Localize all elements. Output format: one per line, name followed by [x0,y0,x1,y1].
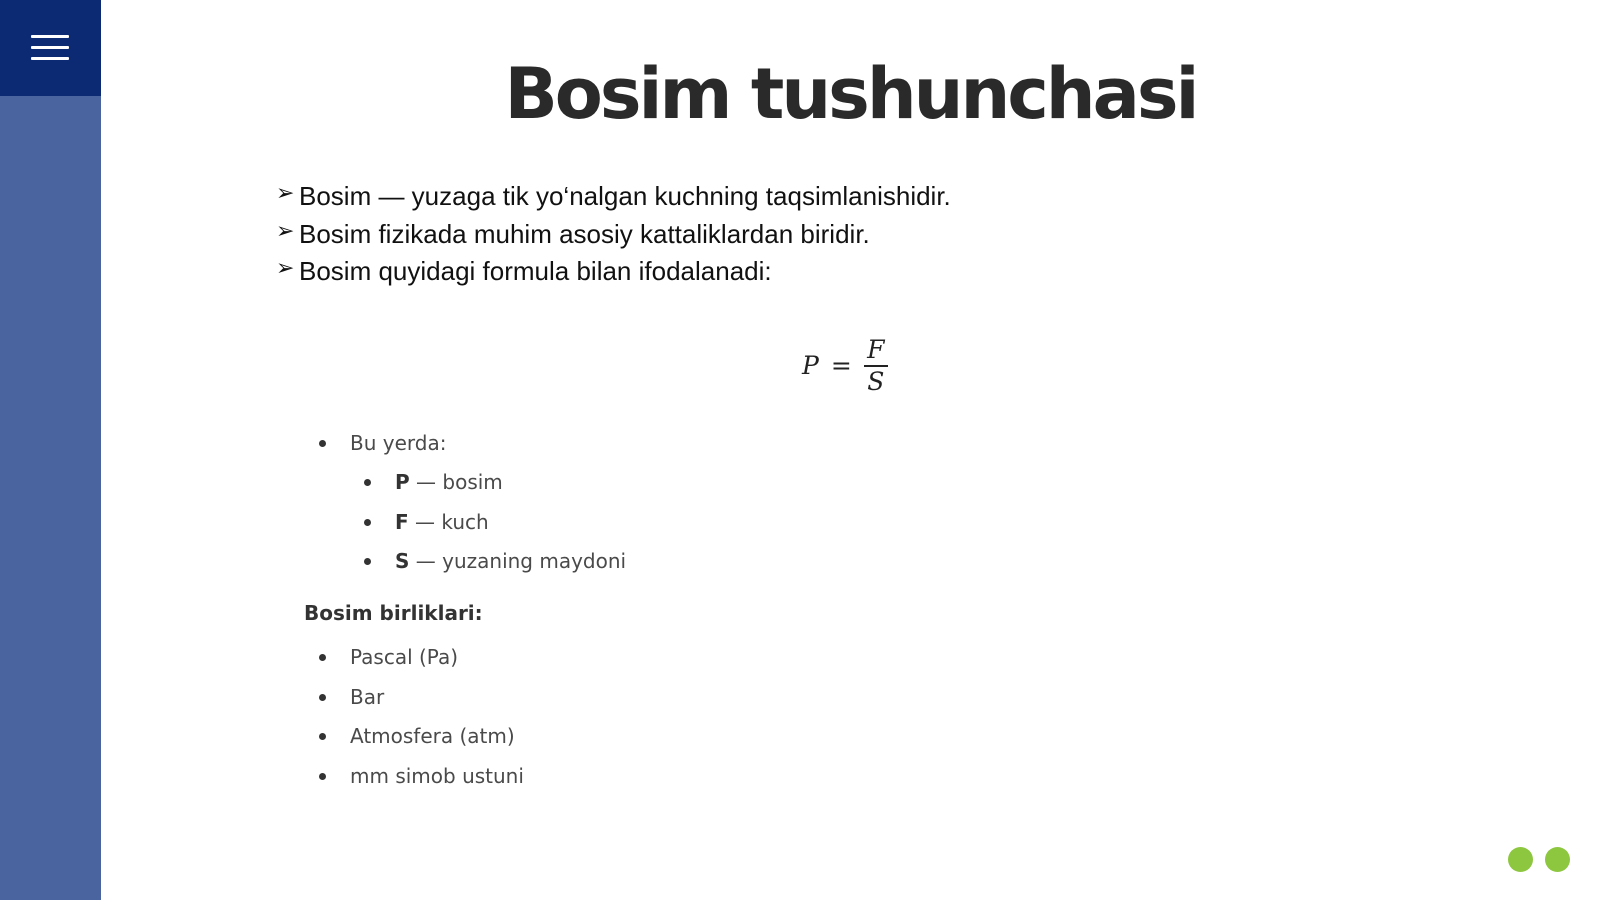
formula-equals: = [830,351,852,381]
arrow-bullet-icon: ➢ [276,255,295,280]
bullet-dot [319,733,326,740]
bullet-dot [364,479,371,486]
menu-button[interactable] [0,0,101,96]
hamburger-menu-icon [31,35,69,61]
bullet-dot [319,694,326,701]
unit-item: Atmosfera (atm) [350,724,515,748]
bullet-dot [364,519,371,526]
formula-denominator: S [867,366,885,396]
formula-fraction [864,335,888,397]
where-item-symbol: F [395,510,409,534]
where-item-text: — kuch [408,510,489,534]
slide-title: Bosim tushunchasi [504,53,1197,135]
intro-point-text: Bosim quyidagi formula bilan ifodalanadi: [299,256,772,286]
intro-points-list [276,178,951,291]
where-item-text: — bosim [409,470,503,494]
nav-dot-next[interactable] [1545,847,1570,872]
formula-numerator: F [867,335,885,364]
formula-lhs: P [802,351,819,381]
bullet-dot [319,773,326,780]
arrow-bullet-icon: ➢ [276,180,295,205]
where-label: Bu yerda: [350,431,447,455]
bullet-dot [319,654,326,661]
intro-point [276,253,951,291]
bullet-dot [364,558,371,565]
unit-item: Bar [350,685,385,709]
intro-point-text: Bosim — yuzaga tik yo‘nalgan kuchning taqsimlanishidir. [299,181,951,211]
where-item-symbol: P [395,470,410,494]
sidebar [0,0,101,900]
arrow-bullet-icon: ➢ [276,217,295,243]
nav-dot-prev[interactable] [1508,847,1533,872]
where-item [395,548,626,574]
where-item [395,469,503,495]
where-item-symbol: S [395,549,410,573]
pressure-formula [802,335,888,397]
where-item-text: — yuzaning maydoni [409,549,627,573]
intro-point [276,178,951,216]
where-item [395,509,489,535]
intro-point [276,216,951,254]
intro-point-text: Bosim fizikada muhim asosiy kattaliklardan biridir. [299,218,870,249]
slide-nav-dots [1508,847,1570,872]
unit-item: Pascal (Pa) [350,645,459,669]
units-heading: Bosim birliklari: [304,601,483,625]
unit-item: mm simob ustuni [350,764,524,788]
bullet-dot [319,440,326,447]
